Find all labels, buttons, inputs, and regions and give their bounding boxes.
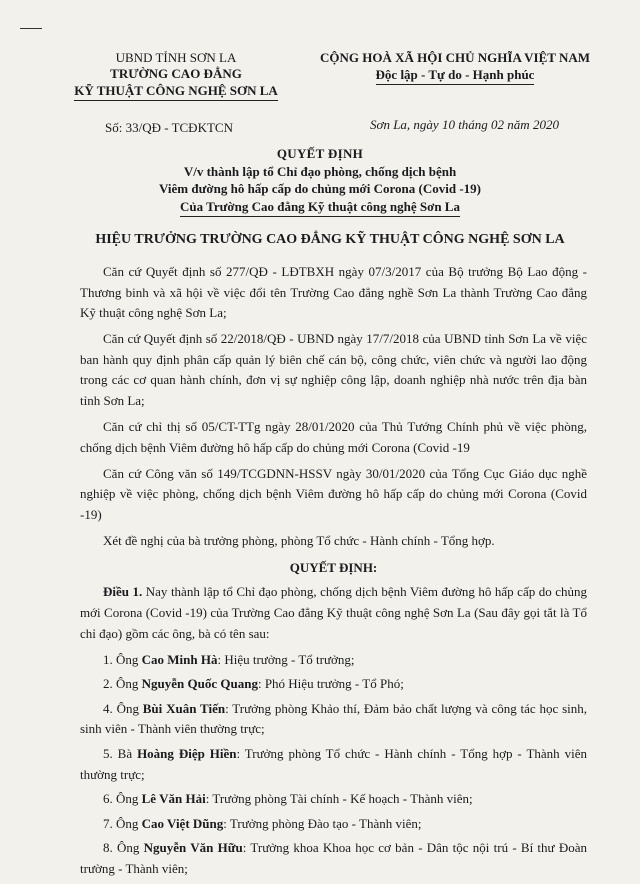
document-date: Sơn La, ngày 10 tháng 02 năm 2020 (370, 117, 559, 132)
article-1-label: Điều 1. (103, 584, 143, 600)
member-prefix: 6. Ông (103, 791, 142, 807)
member-item (80, 650, 587, 671)
issuer-school-line1: TRƯỜNG CAO ĐẲNG (110, 66, 242, 81)
basis-paragraph: Căn cứ Quyết định số 277/QĐ - LĐTBXH ngày 07/3/2017 của Bộ trưởng Bộ Lao động - Thương binh và xã hội về việc đổi tên Trường Cao đẳng nghề Sơn La thành Trường Cao đẳng Kỹ thuật công nghệ Sơn La; (80, 264, 587, 321)
member-prefix: 5. Bà (103, 745, 138, 761)
member-prefix: 8. Ông (103, 840, 144, 856)
decision-subject-line2: Viêm đường hô hấp cấp do chủng mới Corona (Covid -19) (159, 181, 481, 196)
decision-heading (90, 145, 550, 217)
national-motto-wrap (296, 66, 614, 85)
member-name: Nguyễn Quốc Quang (141, 676, 258, 692)
member-prefix: 4. Ông (103, 700, 143, 716)
member-name: Hoàng Điệp Hiền (137, 745, 237, 761)
member-role: : Trưởng phòng Đào tạo - Thành viên; (223, 815, 422, 831)
member-name: Nguyễn Văn Hữu (143, 840, 243, 856)
basis-paragraph: Căn cứ chỉ thị số 05/CT-TTg ngày 28/01/2020 của Thủ Tướng Chính phủ về việc phòng, chống dịch bệnh Viêm đường hô hấp cấp do chủng mới Corona (Covid -19 (80, 419, 587, 455)
member-role: : Phó Hiệu trưởng - Tổ Phó; (257, 676, 404, 692)
member-item (80, 789, 587, 810)
decision-title: QUYẾT ĐỊNH (276, 146, 364, 161)
national-motto: Độc lập - Tự do - Hạnh phúc (376, 67, 535, 85)
issuer-authority: UBND TỈNH SƠN LA (115, 50, 237, 65)
basis-paragraph: Căn cứ Công văn số 149/TCGDNN-HSSV ngày 30/01/2020 của Tổng Cục Giáo dục nghề nghiệp về việc phòng, chống dịch bệnh Viêm đường hô hấp cấp do chủng mới Corona (Covid -19) (80, 465, 587, 523)
document-number: Số: 33/QĐ - TCĐKTCN (105, 120, 233, 135)
issuer-school-line2-wrap (60, 82, 292, 101)
member-item (80, 699, 587, 740)
decision-subject-line1: V/v thành lập tổ Chỉ đạo phòng, chống dịch bệnh (183, 163, 457, 179)
article-1-text: Nay thành lập tổ Chỉ đạo phòng, chống dịch bệnh Viêm đường hô hấp cấp do chủng mới Corona (Covid -19) của Trường Cao đẳng Kỹ thuật công nghệ Sơn La (Sau đây gọi tắt là Tổ chỉ đạo) gồm các ông, bà có tên sau: (80, 584, 588, 641)
decides-heading: QUYẾT ĐỊNH: (289, 559, 378, 575)
member-item (80, 744, 587, 785)
member-prefix: 7. Ông (103, 815, 142, 831)
principal-title: HIỆU TRƯỞNG TRƯỜNG CAO ĐẲNG KỸ THUẬT CÔNG NGHỆ SƠN LA (95, 232, 565, 247)
issuer-school-line2: KỸ THUẬT CÔNG NGHỆ SƠN LA (74, 83, 278, 101)
member-name: Cao Minh Hà (141, 651, 218, 667)
member-item (80, 674, 587, 695)
national-header (296, 50, 614, 85)
document-body (80, 262, 587, 884)
national-title: CỘNG HOÀ XÃ HỘI CHỦ NGHĨA VIỆT NAM (319, 50, 591, 65)
member-role: : Hiệu trưởng - Tổ trưởng; (217, 651, 355, 667)
issuer-header (60, 50, 292, 101)
member-role: : Trưởng phòng Tổ chức - Hành chính - Tổng hợp - Thành viên thường trực; (80, 745, 587, 782)
decision-subject-line3: Của Trường Cao đẳng Kỹ thuật công nghệ Sơn La (180, 199, 460, 217)
basis-paragraph: Căn cứ Quyết định số 22/2018/QĐ - UBND ngày 17/7/2018 của UBND tỉnh Sơn La về việc ban hành quy định phân cấp quản lý biên chế cán bộ, công chức, viên chức và người lao động trong các cơ quan hành chính, đơn vị sự nghiệp công lập, doanh nghiệp nhà nước trên địa bàn tỉnh Sơn La; (80, 331, 587, 409)
member-prefix: 1. Ông (103, 651, 142, 667)
member-role: : Trưởng phòng Tài chính - Kế hoạch - Thành viên; (205, 791, 473, 807)
member-name: Cao Việt Dũng (141, 815, 224, 831)
member-item (80, 814, 587, 835)
decision-subject-line3-wrap (90, 198, 550, 217)
corner-pen-mark (20, 28, 42, 29)
article-1 (80, 582, 587, 644)
member-name: Bùi Xuân Tiến (142, 700, 226, 716)
member-role: : Trưởng phòng Khảo thí, Đảm bảo chất lượng và công tác học sinh, sinh viên - Thành viên thường trực; (80, 700, 587, 737)
member-item (80, 838, 587, 879)
member-name: Lê Văn Hải (141, 791, 206, 807)
member-role: : Trưởng khoa Khoa học cơ bản - Dân tộc nội trú - Bí thư Đoàn trường - Thành viên; (80, 840, 587, 876)
member-prefix: 2. Ông (103, 676, 142, 692)
proposal-paragraph: Xét đề nghị của bà trưởng phòng, phòng Tổ chức - Hành chính - Tổng hợp. (103, 533, 495, 549)
